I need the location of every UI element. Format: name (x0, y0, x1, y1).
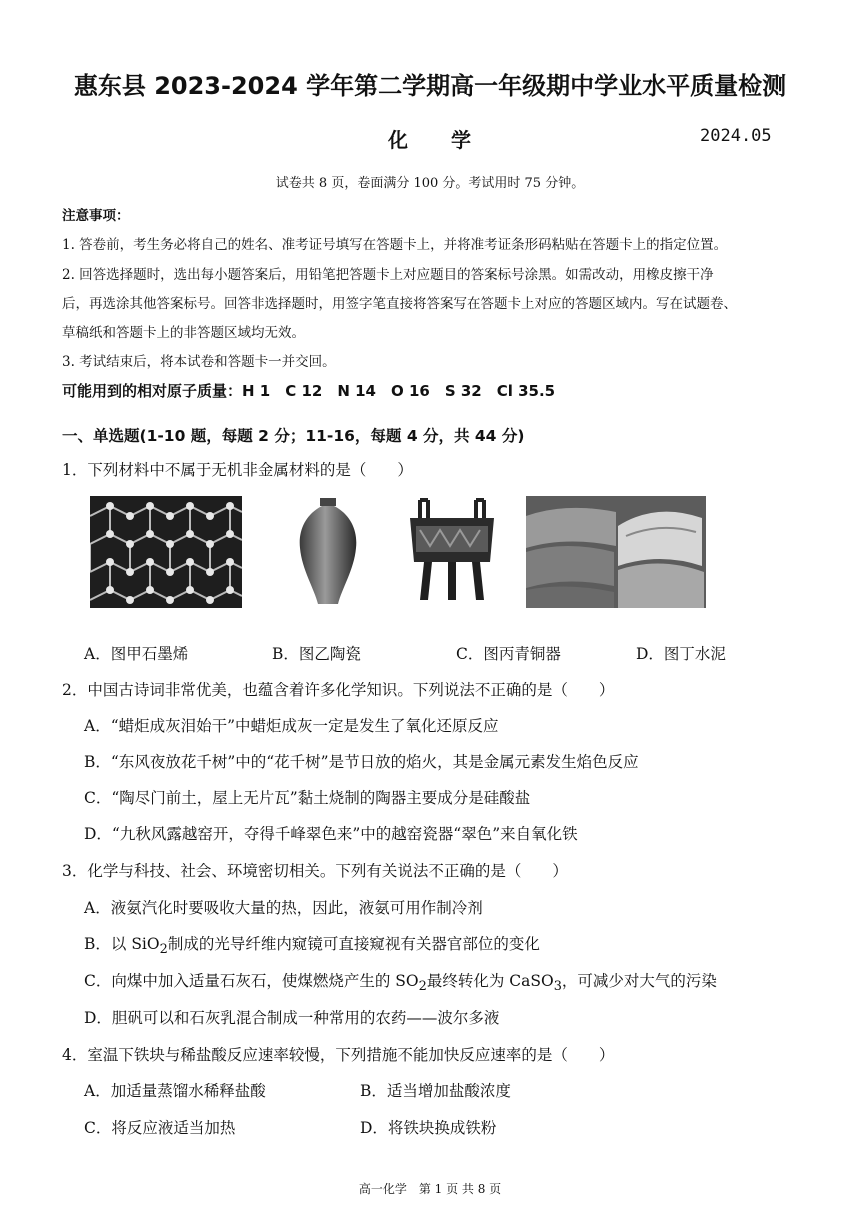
note-line: 1. 答卷前，考生务必将自己的姓名、准考证号填写在答题卡上，并将准考证条形码粘贴在答题卡上的指定位置。 (62, 237, 728, 253)
q2-option-b: B．“东风夜放花千树”中的“花千树”是节日放的焰火，其是金属元素发生焰色反应 (84, 753, 639, 771)
q1-option-d: D．图丁水泥 (636, 645, 726, 663)
exam-info: 试卷共 8 页，卷面满分 100 分。考试用时 75 分钟。 (275, 176, 585, 191)
q4-option-b: B．适当增加盐酸浓度 (360, 1082, 511, 1100)
q4-option-c: C．将反应液适当加热 (84, 1119, 236, 1137)
q3-option-c (84, 969, 717, 994)
subscript: 3 (553, 979, 562, 995)
q1-option-c: C．图丙青铜器 (456, 645, 561, 663)
atomic-masses: 可能用到的相对原子质量：H 1 C 12 N 14 O 16 S 32 Cl 35.5 (62, 382, 556, 400)
exam-date: 2024.05 (700, 126, 772, 146)
question-3-stem: 3．化学与科技、社会、环境密切相关。下列有关说法不正确的是（ ） (62, 862, 568, 880)
page-footer: 高一化学 第 1 页 共 8 页 (358, 1182, 502, 1196)
subject-heading: 化 学 (388, 128, 489, 152)
q3-option-c-text: C．向煤中加入适量石灰石，使煤燃烧产生的 SO (84, 972, 419, 990)
q1-option-b: B．图乙陶瓷 (272, 645, 361, 663)
question-2-stem: 2．中国古诗词非常优美，也蕴含着许多化学知识。下列说法不正确的是（ ） (62, 681, 615, 699)
q4-option-d: D．将铁块换成铁粉 (360, 1119, 497, 1137)
q3-option-b-text: B．以 SiO (84, 935, 160, 953)
q3-option-a: A．液氨汽化时要吸收大量的热，因此，液氨可用作制冷剂 (84, 899, 483, 917)
q3-option-d: D．胆矾可以和石灰乳混合制成一种常用的农药——波尔多液 (84, 1009, 500, 1027)
q3-option-c-text: 最终转化为 CaSO (426, 972, 554, 990)
q2-option-a: A．“蜡炬成灰泪始干”中蜡炬成灰一定是发生了氧化还原反应 (84, 717, 499, 735)
note-line: 3. 考试结束后，将本试卷和答题卡一并交回。 (62, 354, 336, 370)
subscript: 2 (418, 979, 427, 995)
graphene-image (90, 496, 242, 608)
q2-option-d: D．“九秋风露越窑开，夺得千峰翠色来”中的越窑瓷器“翠色”来自氧化铁 (84, 825, 578, 843)
q3-option-c-text: ，可减少对大气的污染 (561, 972, 717, 990)
q3-option-b (84, 932, 540, 957)
q2-option-c: C．“陶尽门前土，屋上无片瓦”黏土烧制的陶器主要成分是硅酸盐 (84, 789, 531, 807)
section-heading: 一、单选题(1-10 题，每题 2 分；11-16，每题 4 分，共 44 分) (62, 427, 525, 445)
question-4-stem: 4．室温下铁块与稀盐酸反应速率较慢，下列措施不能加快反应速率的是（ ） (62, 1046, 615, 1064)
note-line: 草稿纸和答题卡上的非答题区域均无效。 (62, 325, 305, 341)
subscript: 2 (159, 942, 168, 958)
q3-option-b-text: 制成的光导纤维内窥镜可直接窥视有关器官部位的变化 (167, 935, 540, 953)
porcelain-vase-image (292, 496, 364, 608)
cement-bags-image (526, 496, 706, 608)
question-1-stem: 1．下列材料中不属于无机非金属材料的是（ ） (62, 461, 413, 479)
exam-title: 惠东县 2023-2024 学年第二学期高一年级期中学业水平质量检测 (73, 72, 787, 100)
note-line: 后，再选涂其他答案标号。回答非选择题时，用签字笔直接将答案写在答题卡上对应的答题区域内。写在试题卷、 (62, 296, 737, 312)
note-line: 2. 回答选择题时，选出每小题答案后，用铅笔把答题卡上对应题目的答案标号涂黑。如需改动，用橡皮擦干净 (62, 267, 714, 283)
q1-option-a: A．图甲石墨烯 (84, 645, 189, 663)
notes-heading: 注意事项： (62, 208, 130, 224)
bronze-ding-image (406, 496, 498, 608)
q4-option-a: A．加适量蒸馏水稀释盐酸 (84, 1082, 266, 1100)
